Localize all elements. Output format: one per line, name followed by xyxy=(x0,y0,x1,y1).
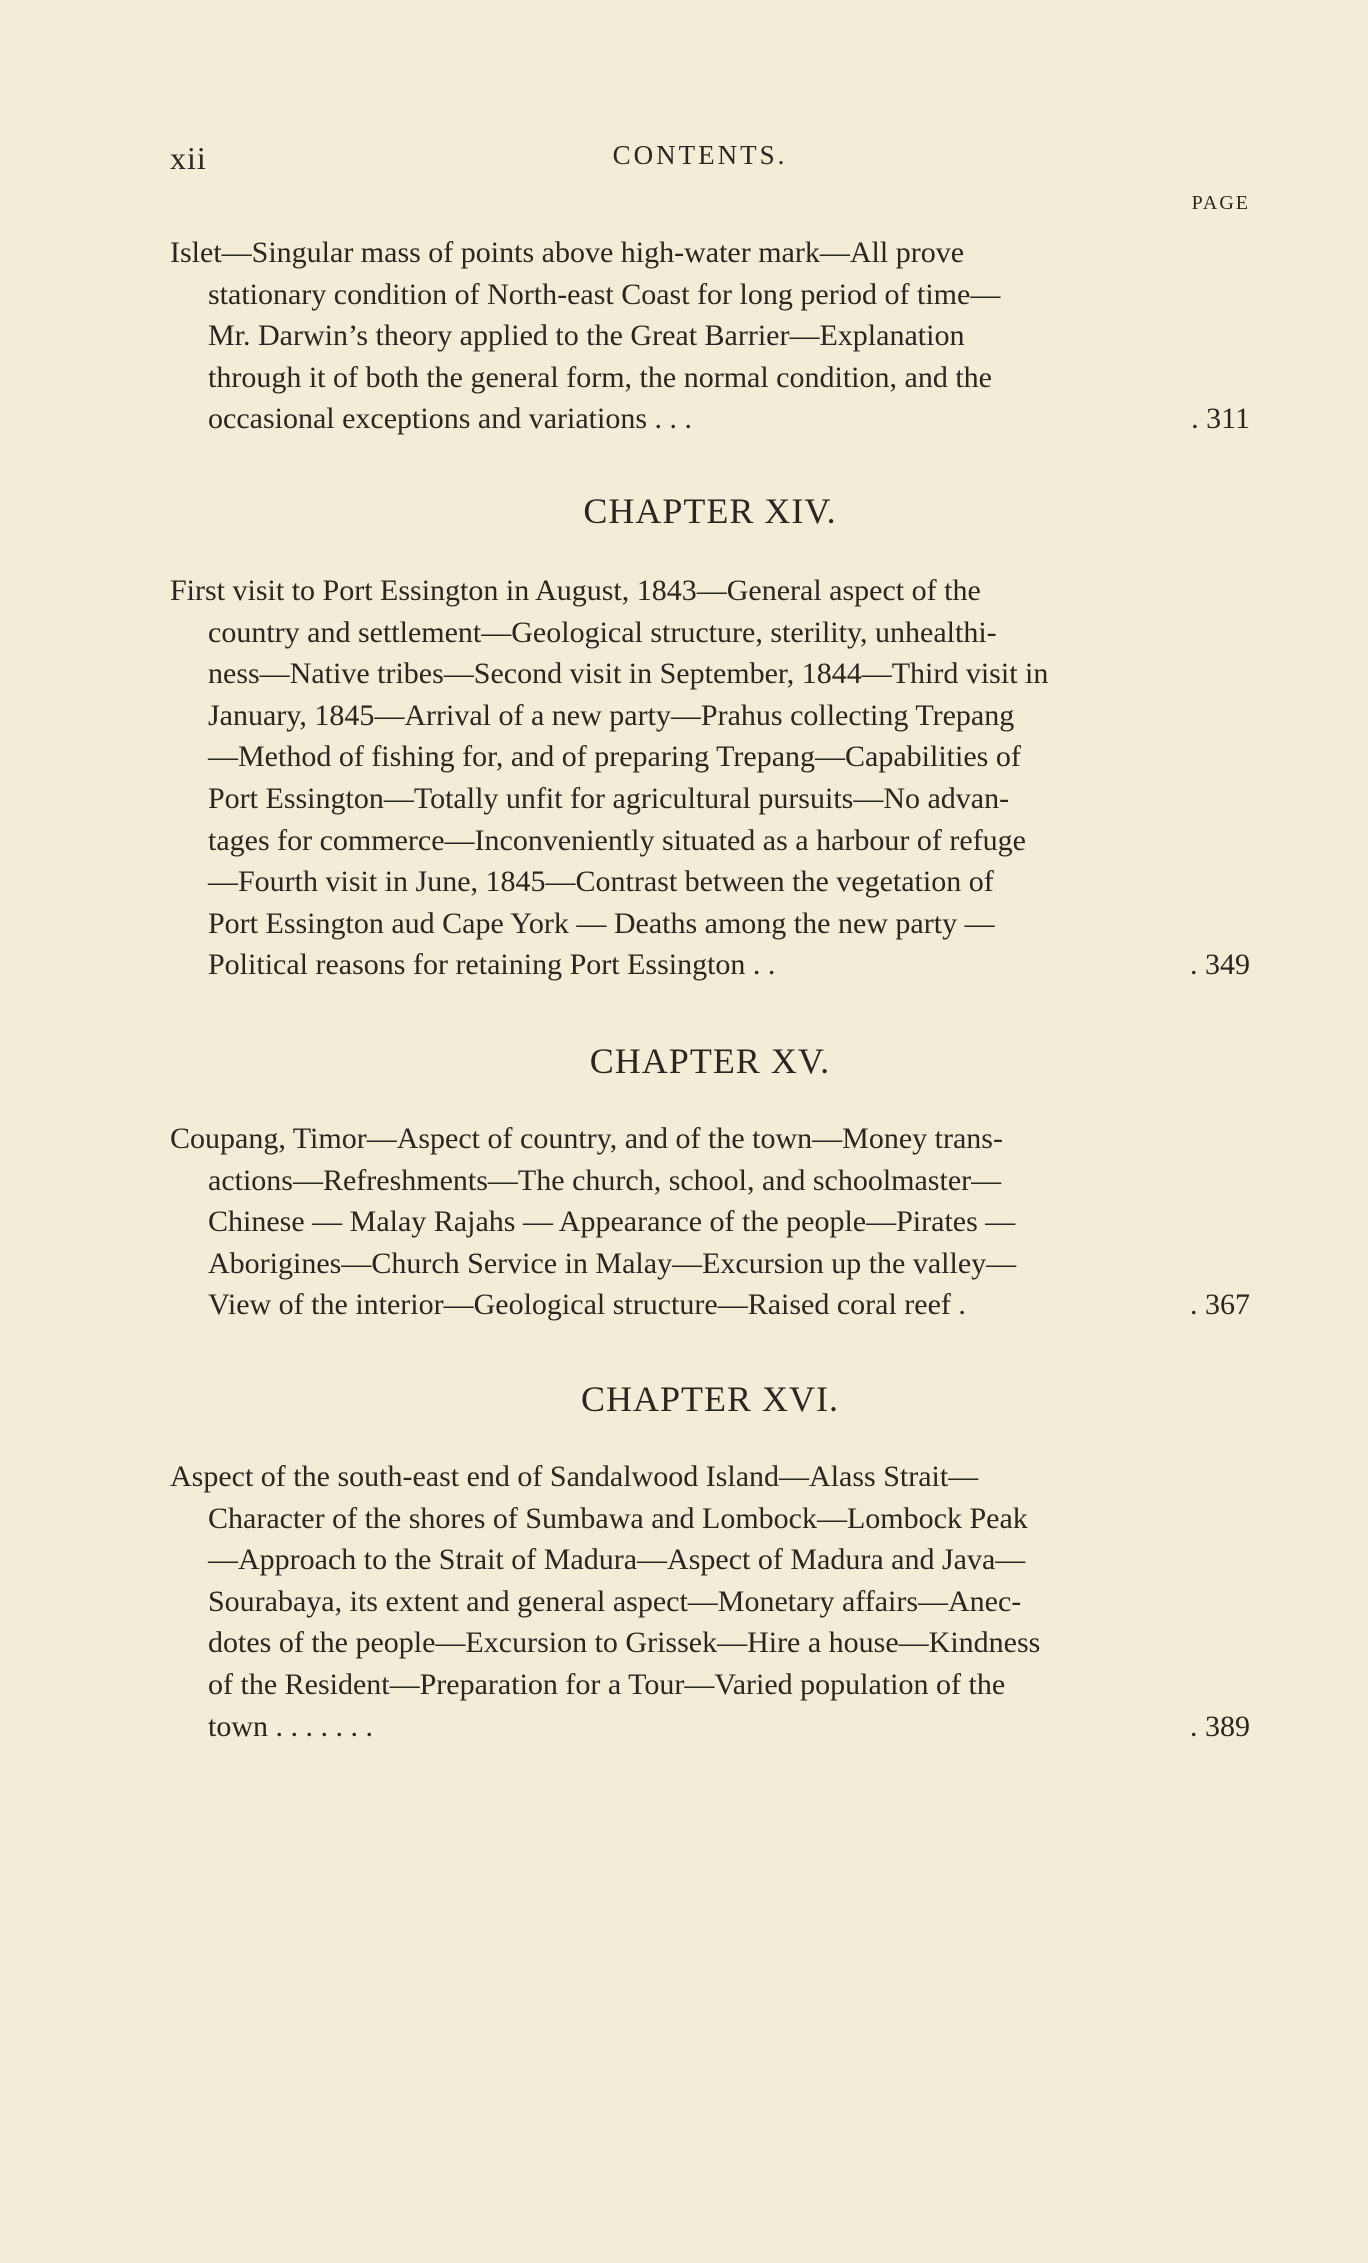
entry-line xyxy=(170,1539,1250,1581)
entry-line xyxy=(170,1284,1250,1326)
page-number: . 311 xyxy=(1191,402,1250,436)
folio: xii xyxy=(170,140,207,176)
entry-text: Aborigines—Church Service in Malay—Excursion up the valley— xyxy=(208,1246,1017,1280)
entry-line xyxy=(170,903,1250,945)
entry-text: country and settlement—Geological structure, sterility, unhealthi- xyxy=(208,615,997,649)
entry-text: Chinese — Malay Rajahs — Appearance of the people—Pirates — xyxy=(208,1205,1016,1239)
entry-text: View of the interior—Geological structure—Raised coral reef . xyxy=(208,1288,966,1322)
entry-text: stationary condition of North-east Coast for long period of time— xyxy=(208,277,1001,311)
contents-entry xyxy=(170,1118,1250,1326)
entry-line xyxy=(170,274,1250,316)
entry-text: Islet—Singular mass of points above high-water mark—All prove xyxy=(170,236,965,269)
entry-line xyxy=(170,861,1250,903)
entry-line xyxy=(170,695,1250,737)
entry-line xyxy=(170,1706,1250,1748)
entry-text: —Method of fishing for, and of preparing Trepang—Capabilities of xyxy=(208,740,1021,774)
entry-line xyxy=(170,1160,1250,1202)
entry-text: —Approach to the Strait of Madura—Aspect of Madura and Java— xyxy=(208,1543,1026,1577)
entry-line xyxy=(170,1456,1250,1498)
entry-text: occasional exceptions and variations . . . xyxy=(208,402,693,436)
entry-line xyxy=(170,570,1250,612)
entry-text: January, 1845—Arrival of a new party—Prahus collecting Trepang xyxy=(208,698,1015,732)
entry-line xyxy=(170,653,1250,695)
entry-text: Port Essington aud Cape York — Deaths among the new party — xyxy=(208,906,995,940)
entry-line xyxy=(170,612,1250,654)
entry-line xyxy=(170,398,1250,440)
entry-line xyxy=(170,315,1250,357)
contents-entry xyxy=(170,570,1250,986)
chapter-heading: CHAPTER XVI. xyxy=(580,1379,839,1419)
page-title: CONTENTS. xyxy=(612,140,788,170)
entry-text: through it of both the general form, the normal condition, and the xyxy=(208,360,992,394)
contents-entry xyxy=(170,1456,1250,1747)
entry-line xyxy=(170,1664,1250,1706)
entry-line xyxy=(170,1622,1250,1664)
contents-entry xyxy=(170,232,1250,440)
entry-line xyxy=(170,1243,1250,1285)
entry-text: actions—Refreshments—The church, school, and schoolmaster— xyxy=(208,1163,1002,1197)
entry-line xyxy=(170,232,1250,274)
entry-text: tages for commerce—Inconveniently situated as a harbour of refuge xyxy=(208,823,1026,857)
entry-text: dotes of the people—Excursion to Grissek—Hire a house—Kindness xyxy=(208,1626,1041,1660)
entry-line xyxy=(170,736,1250,778)
entry-text: Mr. Darwin’s theory applied to the Great Barrier—Explanation xyxy=(208,319,965,353)
entry-line xyxy=(170,820,1250,862)
entry-line xyxy=(170,778,1250,820)
entry-line xyxy=(170,1581,1250,1623)
page-column-label: PAGE xyxy=(1191,192,1250,214)
chapter-heading: CHAPTER XIV. xyxy=(583,491,837,531)
entry-text: Political reasons for retaining Port Essington . . xyxy=(208,948,776,982)
chapter-heading: CHAPTER XV. xyxy=(589,1041,831,1081)
page-number: . 367 xyxy=(1190,1288,1250,1322)
entry-text: —Fourth visit in June, 1845—Contrast between the vegetation of xyxy=(208,865,994,899)
entry-text: Sourabaya, its extent and general aspect—Monetary affairs—Anec- xyxy=(208,1584,1022,1618)
entry-text: Coupang, Timor—Aspect of country, and of the town—Money trans- xyxy=(170,1122,1003,1155)
entry-line xyxy=(170,357,1250,399)
entry-text: ness—Native tribes—Second visit in September, 1844—Third visit in xyxy=(208,657,1049,691)
entry-text: town . . . . . . . xyxy=(208,1709,373,1743)
entry-text: Aspect of the south-east end of Sandalwood Island—Alass Strait— xyxy=(170,1460,979,1493)
entry-line xyxy=(170,1201,1250,1243)
page-number: . 349 xyxy=(1190,948,1250,982)
entry-text: Character of the shores of Sumbawa and Lombock—Lombock Peak xyxy=(208,1501,1028,1535)
entry-text: First visit to Port Essington in August, 1843—General aspect of the xyxy=(170,574,981,607)
entry-line xyxy=(170,1118,1250,1160)
entry-text: of the Resident—Preparation for a Tour—Varied population of the xyxy=(208,1667,1006,1701)
entry-text: Port Essington—Totally unfit for agricultural pursuits—No advan- xyxy=(208,781,1010,815)
page-number: . 389 xyxy=(1190,1709,1250,1743)
entry-line xyxy=(170,944,1250,986)
entry-line xyxy=(170,1498,1250,1540)
